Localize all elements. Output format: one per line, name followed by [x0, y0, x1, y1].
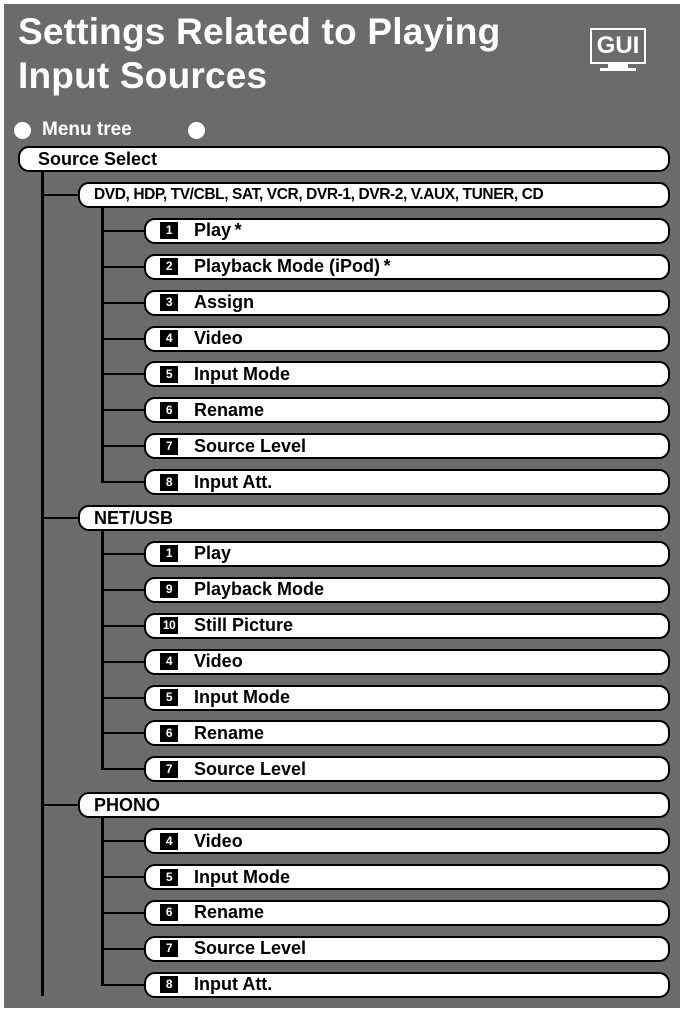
menu-item-2-1[interactable]: [144, 864, 670, 890]
menu-item-label: Playback Mode (iPod) *: [194, 256, 391, 277]
menu-item-2-3[interactable]: [144, 936, 670, 962]
item-number-badge: 4: [160, 653, 178, 670]
menu-item-0-2[interactable]: [144, 290, 670, 316]
item-number-badge: 7: [160, 761, 178, 778]
item-number-badge: 8: [160, 976, 178, 993]
menu-item-1-3[interactable]: [144, 649, 670, 675]
menu-item-label: Source Level: [194, 435, 307, 456]
menu-item-label: Rename: [194, 399, 265, 420]
menu-item-1-6[interactable]: [144, 756, 670, 782]
menu-item-label: Source Level: [194, 758, 307, 779]
menu-item-label: Input Mode: [194, 866, 290, 887]
menu-item-label: Source Select: [38, 148, 158, 169]
root-source-select[interactable]: [18, 146, 670, 172]
tree-connector: [101, 208, 104, 483]
menu-item-0-5[interactable]: [144, 397, 670, 423]
source-group-2[interactable]: [78, 792, 670, 818]
menu-item-1-2[interactable]: [144, 613, 670, 639]
page-title: [18, 10, 500, 98]
title-line-2: Input Sources: [18, 55, 268, 96]
menu-item-label: NET/USB: [94, 507, 174, 528]
menu-item-label: Video: [194, 651, 243, 672]
title-line-1: Settings Related to Playing: [18, 11, 501, 52]
menu-item-0-6[interactable]: [144, 433, 670, 459]
tree-connector: [41, 172, 44, 996]
menu-item-label: Source Level: [194, 938, 307, 959]
source-group-0[interactable]: [78, 182, 670, 208]
menu-item-label: Input Mode: [194, 687, 290, 707]
menu-item-label: Input Att.: [194, 974, 273, 995]
menu-item-2-2[interactable]: [144, 900, 670, 926]
menu-tree-label: Menu tree: [42, 119, 132, 140]
item-number-badge: 3: [160, 294, 178, 311]
item-number-badge: 8: [160, 474, 178, 491]
item-number-badge: 5: [160, 689, 178, 706]
item-number-badge: 6: [160, 725, 178, 742]
menu-item-label: Assign: [194, 292, 255, 313]
item-number-badge: 6: [160, 402, 178, 419]
tree-connector: [101, 818, 104, 986]
item-number-badge: 7: [160, 438, 178, 455]
menu-item-0-4[interactable]: [144, 361, 670, 387]
menu-item-2-0[interactable]: [144, 828, 670, 854]
menu-item-label: Play *: [194, 220, 242, 241]
menu-item-0-1[interactable]: [144, 254, 670, 280]
menu-item-label: Input Att.: [194, 471, 273, 492]
menu-item-1-5[interactable]: [144, 720, 670, 746]
menu-item-label: Rename: [194, 722, 265, 743]
menu-item-2-4[interactable]: [144, 972, 670, 998]
menu-item-0-0[interactable]: [144, 218, 670, 244]
item-number-badge: 7: [160, 940, 178, 957]
item-number-badge: 2: [160, 258, 178, 275]
menu-item-0-7[interactable]: [144, 469, 670, 495]
tree-connector: [101, 531, 104, 770]
menu-item-1-0[interactable]: [144, 541, 670, 567]
item-number-badge: 4: [160, 330, 178, 347]
item-number-badge: 5: [160, 366, 178, 383]
menu-item-1-4[interactable]: [144, 685, 670, 711]
source-group-1[interactable]: [78, 505, 670, 531]
menu-item-1-1[interactable]: [144, 577, 670, 603]
menu-item-label: Rename: [194, 902, 265, 923]
menu-item-label: Input Mode: [194, 363, 290, 384]
legend-dot-left-icon: [14, 122, 31, 139]
item-number-badge: 10: [160, 617, 178, 634]
menu-item-label: Playback Mode: [194, 579, 325, 600]
menu-item-label: PHONO: [94, 794, 161, 815]
menu-item-label: DVD, HDP, TV/CBL, SAT, VCR, DVR-1, DVR-2, V.AUX, TUNER, CD: [94, 185, 544, 203]
item-number-badge: 5: [160, 869, 178, 886]
item-number-badge: 4: [160, 833, 178, 850]
menu-item-label: Video: [194, 830, 243, 851]
item-number-badge: 1: [160, 222, 178, 239]
item-number-badge: 6: [160, 904, 178, 921]
menu-item-label: Video: [194, 328, 243, 348]
menu-tree-panel: [4, 4, 680, 1008]
gui-monitor-icon: [590, 28, 646, 72]
gui-base: [600, 68, 636, 71]
legend-dot-right-icon: [188, 122, 205, 139]
item-number-badge: 9: [160, 581, 178, 598]
gui-badge: GUI: [590, 28, 646, 64]
menu-item-0-3[interactable]: [144, 326, 670, 352]
item-number-badge: 1: [160, 545, 178, 562]
menu-item-label: Still Picture: [194, 615, 294, 636]
menu-item-label: Play: [194, 543, 232, 564]
